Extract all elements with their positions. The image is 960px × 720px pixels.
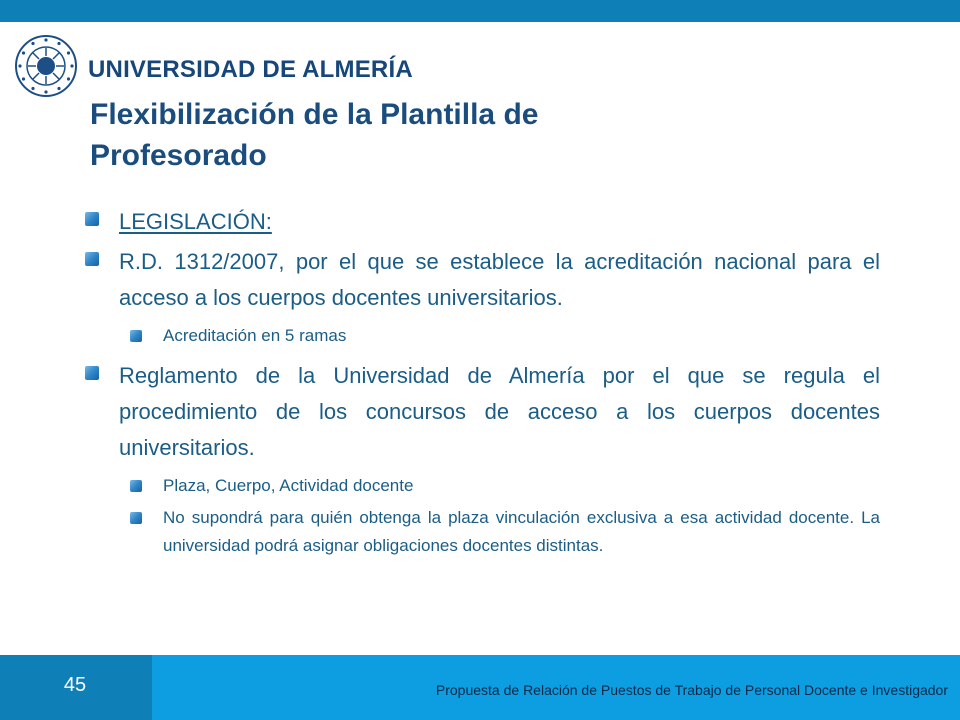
university-seal-icon bbox=[14, 34, 78, 98]
sub-bullet-plaza bbox=[82, 472, 880, 500]
bullet-text: R.D. 1312/2007, por el que se establece la acreditación nacional para el acceso a los cuerpos docentes universitarios. bbox=[119, 249, 880, 310]
bullet-square-icon bbox=[85, 366, 99, 380]
slide-title bbox=[90, 94, 790, 176]
slide-title-line1: Flexibilización de la Plantilla de bbox=[90, 98, 539, 131]
bullet-reglamento bbox=[82, 358, 880, 466]
page-number: 45 bbox=[63, 674, 87, 696]
sub-bullet-acreditacion bbox=[82, 322, 880, 350]
bullet-square-icon bbox=[85, 212, 99, 226]
bullet-legislacion bbox=[82, 204, 880, 240]
university-logo-text: UNIVERSIDAD DE ALMERÍA bbox=[88, 56, 413, 83]
bullet-text: Reglamento de la Universidad de Almería por el que se regula el procedimiento de los concursos de acceso a los cuerpos docentes universitarios. bbox=[119, 363, 880, 460]
bullet-real-decreto bbox=[82, 244, 880, 316]
top-bar bbox=[0, 0, 960, 22]
bullet-text: No supondrá para quién obtenga la plaza vinculación exclusiva a esa actividad docente. La universidad podrá asignar obligaciones docentes distintas. bbox=[163, 508, 880, 555]
slide-content bbox=[82, 204, 880, 560]
slide-title-line2: Profesorado bbox=[90, 139, 267, 172]
bullet-square-icon bbox=[85, 252, 99, 266]
bullet-square-icon bbox=[130, 512, 142, 524]
footer-text: Propuesta de Relación de Puestos de Trabajo de Personal Docente e Investigador bbox=[435, 682, 948, 698]
bullet-text: LEGISLACIÓN: bbox=[119, 209, 272, 234]
sub-bullet-vinculacion bbox=[82, 504, 880, 560]
bullet-text: Plaza, Cuerpo, Actividad docente bbox=[163, 476, 414, 495]
bullet-text: Acreditación en 5 ramas bbox=[163, 326, 347, 345]
bullet-square-icon bbox=[130, 480, 142, 492]
bullet-square-icon bbox=[130, 330, 142, 342]
